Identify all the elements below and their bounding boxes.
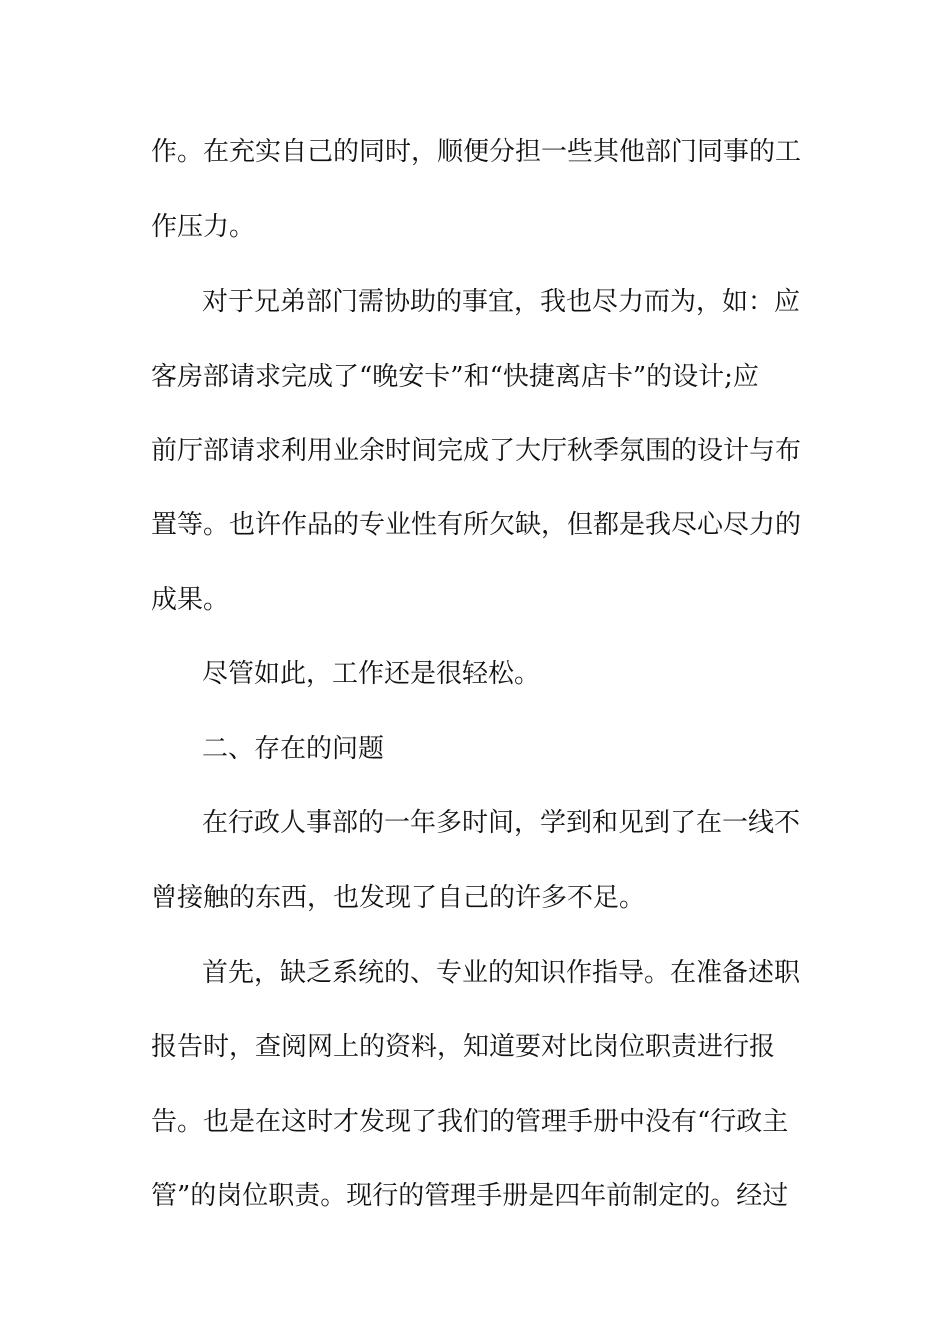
text-line: 客房部请求完成了“晚安卡”和“快捷离店卡”的设计;应 <box>151 362 759 392</box>
text-line: 置等。也许作品的专业性有所欠缺，但都是我尽心尽力的 <box>151 510 802 540</box>
paragraph-start-line: 首先，缺乏系统的、专业的知识作指导。在准备述职 <box>202 958 801 988</box>
paragraph-start-line: 在行政人事部的一年多时间，学到和见到了在一线不 <box>202 808 801 838</box>
text-line: 作压力。 <box>151 212 256 242</box>
text-line: 告。也是在这时才发现了我们的管理手册中没有“行政主 <box>151 1107 789 1137</box>
section-heading: 二、存在的问题 <box>202 734 385 764</box>
text-line: 前厅部请求利用业余时间完成了大厅秋季氛围的设计与布 <box>151 436 802 466</box>
paragraph-start-line: 对于兄弟部门需协助的事宜，我也尽力而为，如：应 <box>202 287 801 317</box>
text-line: 成果。 <box>151 585 230 615</box>
text-line: 作。在充实自己的同时，顺便分担一些其他部门同事的工 <box>151 137 802 167</box>
text-line: 管”的岗位职责。现行的管理手册是四年前制定的。经过 <box>151 1181 789 1211</box>
text-line: 曾接触的东西，也发现了自己的许多不足。 <box>151 883 646 913</box>
paragraph-start-line: 尽管如此，工作还是很轻松。 <box>202 659 541 689</box>
text-line: 报告时，查阅网上的资料，知道要对比岗位职责进行报 <box>151 1032 776 1062</box>
